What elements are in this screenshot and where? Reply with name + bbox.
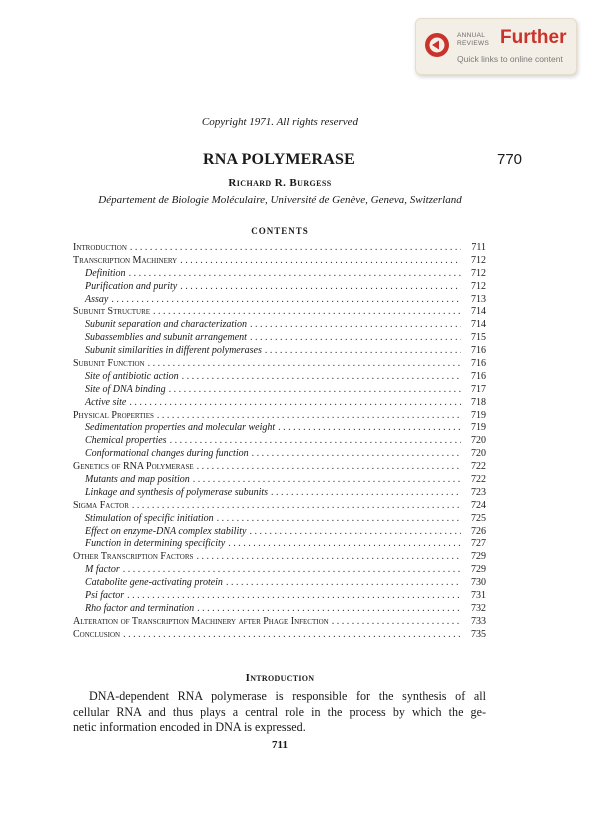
toc-label: Active site	[85, 396, 127, 408]
toc-row[interactable]	[73, 435, 486, 448]
toc-page-number: 730	[471, 577, 486, 589]
toc-row[interactable]	[73, 448, 486, 461]
toc-label: Genetics of RNA Polymerase	[73, 461, 194, 473]
toc-leader-dots	[132, 500, 461, 513]
toc-row[interactable]	[73, 487, 486, 500]
toc-page-number: 722	[471, 461, 486, 473]
toc-page-number: 714	[471, 319, 486, 331]
toc-page-number: 714	[471, 306, 486, 318]
toc-row[interactable]	[73, 564, 486, 577]
toc-label: Linkage and synthesis of polymerase subunits	[85, 486, 269, 498]
toc-label: Function in determining specificity	[85, 538, 226, 550]
toc-leader-dots	[182, 371, 461, 384]
toc-row[interactable]	[73, 371, 486, 384]
page-number-bottom: 711	[272, 739, 288, 751]
toc-row[interactable]	[73, 410, 486, 423]
toc-row[interactable]	[73, 590, 486, 603]
badge-reviews: REVIEWS	[457, 39, 490, 47]
toc-page-number: 718	[471, 396, 486, 408]
toc-label: Rho factor and termination	[85, 602, 195, 614]
toc-row[interactable]	[73, 268, 486, 281]
toc-label: M factor	[85, 564, 120, 576]
toc-row[interactable]	[73, 345, 486, 358]
toc-leader-dots	[127, 590, 461, 603]
toc-row[interactable]	[73, 255, 486, 268]
toc-page-number: 724	[471, 499, 486, 511]
toc-label: Definition	[85, 267, 126, 279]
page-number-top: 770	[497, 151, 523, 168]
toc-row[interactable]	[73, 242, 486, 255]
toc-page-number: 711	[471, 242, 486, 253]
toc-leader-dots	[217, 513, 461, 526]
toc-label: Effect on enzyme-DNA complex stability	[85, 525, 247, 537]
toc-page-number: 727	[471, 538, 486, 550]
toc-label: Sigma Factor	[73, 499, 129, 511]
toc-row[interactable]	[73, 577, 486, 590]
toc-leader-dots	[153, 306, 461, 319]
toc-leader-dots	[129, 397, 461, 410]
toc-page-number: 722	[471, 474, 486, 486]
toc-page-number: 723	[471, 486, 486, 498]
toc-leader-dots	[111, 294, 461, 307]
toc-row[interactable]	[73, 384, 486, 397]
contents-heading: CONTENTS	[251, 226, 309, 236]
toc-page-number: 715	[471, 332, 486, 344]
toc-leader-dots	[197, 603, 461, 616]
toc-leader-dots	[130, 242, 461, 255]
toc-leader-dots	[157, 410, 461, 423]
toc-page-number: 729	[471, 551, 486, 563]
toc-row[interactable]	[73, 616, 486, 629]
toc-page-number: 717	[471, 383, 486, 395]
toc-page-number: 725	[471, 512, 486, 524]
toc-leader-dots	[265, 345, 461, 358]
badge-tagline: Quick links to online content	[457, 54, 563, 64]
toc-label: Conclusion	[73, 628, 121, 640]
toc-page-number: 720	[471, 435, 486, 447]
toc-leader-dots	[196, 551, 461, 564]
toc-leader-dots	[249, 526, 461, 539]
toc-leader-dots	[197, 461, 461, 474]
toc-label: Psi factor	[85, 590, 125, 602]
article-title: RNA POLYMERASE	[203, 151, 356, 168]
toc-row[interactable]	[73, 319, 486, 332]
annual-reviews-wordmark	[457, 32, 489, 47]
toc-leader-dots	[123, 564, 461, 577]
toc-leader-dots	[123, 629, 461, 642]
toc-row[interactable]	[73, 294, 486, 307]
toc-page-number: 720	[471, 448, 486, 460]
toc-row[interactable]	[73, 500, 486, 513]
toc-label: Subunit Function	[73, 358, 145, 370]
toc-label: Catabolite gene-activating protein	[85, 577, 223, 589]
toc-row[interactable]	[73, 551, 486, 564]
toc-label: Conformational changes during function	[85, 448, 249, 460]
author-affiliation: Département de Biologie Moléculaire, Université de Genève, Geneva, Switzerland	[98, 194, 462, 206]
toc-leader-dots	[170, 435, 461, 448]
toc-row[interactable]	[73, 526, 486, 539]
toc-row[interactable]	[73, 306, 486, 319]
toc-label: Introduction	[73, 242, 127, 253]
section-heading: Introduction	[245, 672, 315, 684]
toc-label: Purification and purity	[85, 280, 178, 292]
toc-leader-dots	[250, 319, 461, 332]
toc-row[interactable]	[73, 538, 486, 551]
intro-paragraph	[73, 689, 486, 736]
toc-row[interactable]	[73, 358, 486, 371]
badge-annual: ANNUAL	[457, 32, 486, 39]
toc-page-number: 712	[471, 267, 486, 279]
toc-row[interactable]	[73, 422, 486, 435]
toc-label: Subassemblies and subunit arrangement	[85, 332, 247, 344]
toc-leader-dots	[169, 384, 461, 397]
toc-leader-dots	[278, 422, 461, 435]
toc-label: Transcription Machinery	[73, 254, 178, 266]
toc-label: Subunit similarities in different polymerases	[85, 345, 262, 357]
toc-page-number: 712	[471, 254, 486, 266]
table-of-contents	[73, 242, 486, 642]
toc-label: Assay	[85, 293, 109, 305]
copyright-notice: Copyright 1971. All rights reserved	[201, 116, 359, 128]
toc-label: Chemical properties	[85, 435, 167, 447]
toc-label: Subunit separation and characterization	[85, 319, 247, 331]
toc-page-number: 726	[471, 525, 486, 537]
further-badge[interactable]	[415, 18, 577, 75]
toc-leader-dots	[226, 577, 461, 590]
toc-row[interactable]	[73, 474, 486, 487]
toc-page-number: 733	[471, 615, 486, 627]
toc-row[interactable]	[73, 513, 486, 526]
toc-leader-dots	[180, 255, 461, 268]
toc-page-number: 713	[471, 293, 486, 305]
toc-label: Alteration of Transcription Machinery after Phage Infection	[73, 615, 329, 627]
toc-row[interactable]	[73, 461, 486, 474]
toc-page-number: 719	[471, 409, 486, 421]
toc-leader-dots	[271, 487, 461, 500]
toc-page-number: 716	[471, 370, 486, 382]
toc-leader-dots	[148, 358, 461, 371]
toc-page-number: 719	[471, 422, 486, 434]
toc-leader-dots	[193, 474, 461, 487]
badge-further: Further	[500, 27, 567, 48]
toc-label: Mutants and map position	[85, 474, 190, 486]
toc-label: Sedimentation properties and molecular weight	[85, 422, 276, 434]
toc-page-number: 732	[471, 602, 486, 614]
toc-leader-dots	[332, 616, 461, 629]
author-name: Richard R. Burgess	[228, 177, 332, 189]
toc-label: Other Transcription Factors	[73, 551, 194, 563]
toc-page-number: 716	[471, 358, 486, 370]
toc-label: Physical Properties	[73, 409, 154, 421]
toc-leader-dots	[129, 268, 461, 281]
intro-line: cellular RNA and thus plays a central role in the process by which the ge-	[73, 704, 486, 719]
toc-label: Site of antibiotic action	[85, 370, 179, 382]
annual-reviews-logo-icon	[424, 32, 450, 58]
intro-line: DNA-dependent RNA polymerase is responsible for the synthesis of all	[89, 689, 486, 703]
intro-line: netic information encoded in DNA is expressed.	[73, 720, 306, 735]
toc-label: Subunit Structure	[73, 306, 151, 318]
toc-leader-dots	[180, 281, 461, 294]
toc-page-number: 712	[471, 280, 486, 292]
toc-row[interactable]	[73, 603, 486, 616]
toc-page-number: 716	[471, 345, 486, 357]
toc-label: Stimulation of specific initiation	[85, 512, 214, 524]
toc-leader-dots	[250, 332, 461, 345]
toc-page-number: 735	[471, 628, 486, 640]
toc-page-number: 731	[471, 590, 486, 602]
toc-row[interactable]	[73, 332, 486, 345]
toc-label: Site of DNA binding	[85, 383, 166, 395]
toc-leader-dots	[252, 448, 461, 461]
toc-row[interactable]	[73, 281, 486, 294]
toc-page-number: 729	[471, 564, 486, 576]
toc-row[interactable]	[73, 629, 486, 642]
toc-leader-dots	[228, 538, 461, 551]
toc-row[interactable]	[73, 397, 486, 410]
